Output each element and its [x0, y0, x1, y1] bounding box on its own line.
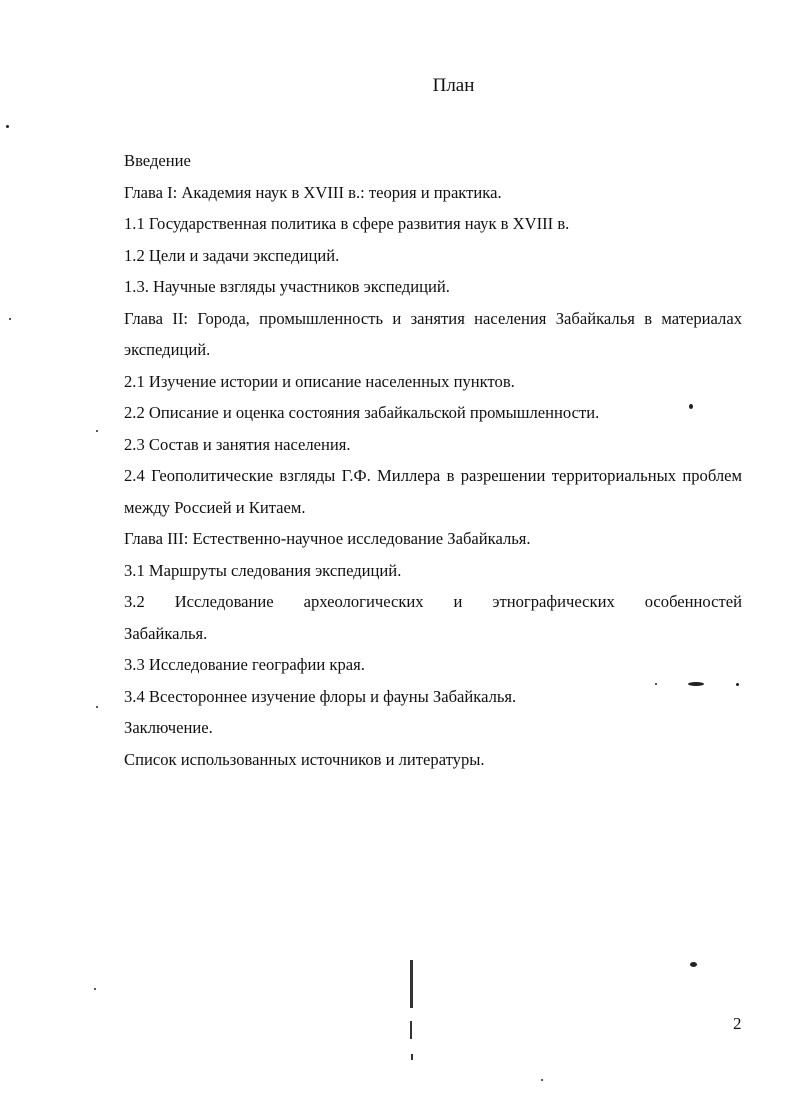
toc-entry: 1.2 Цели и задачи экспедиций. [124, 245, 340, 265]
scan-speck [689, 404, 693, 409]
scan-speck [688, 682, 704, 686]
toc-entry: Список использованных источников и литературы. [124, 749, 485, 769]
scan-speck [690, 962, 697, 967]
scan-mark [410, 1021, 412, 1039]
scan-speck [6, 125, 9, 128]
scan-speck [96, 430, 98, 432]
toc-entry: 1.1 Государственная политика в сфере развития наук в XVIII в. [124, 214, 570, 233]
toc-entry: 2.3 Состав и занятия населения. [124, 434, 351, 454]
toc-entry: Глава II: Города, промышленность и занятия населения Забайкалья в материалах экспедиций. [124, 308, 742, 359]
page-title: План [432, 75, 475, 96]
toc-entry: 3.2 Исследование археологических и этнографических особенностей Забайкалья. [124, 592, 742, 643]
scan-speck [541, 1079, 543, 1081]
toc-entry: 3.1 Маршруты следования экспедиций. [124, 560, 402, 580]
scan-speck [736, 683, 739, 686]
toc-entry: 3.4 Всестороннее изучение флоры и фауны Забайкалья. [124, 686, 517, 706]
toc-entry: 3.3 Исследование географии края. [124, 655, 365, 674]
scan-speck [96, 706, 98, 708]
toc-entry: 2.2 Описание и оценка состояния забайкальской промышленности. [124, 403, 600, 422]
toc-entry: Глава III: Естественно-научное исследование Забайкалья. [124, 529, 531, 548]
scan-mark [411, 1054, 413, 1060]
toc-entry: 2.1 Изучение истории и описание населенных пунктов. [124, 371, 515, 391]
scan-speck [9, 318, 11, 320]
table-of-contents [124, 145, 742, 775]
toc-entry: Заключение. [124, 718, 213, 737]
toc-entry: Глава I: Академия наук в XVIII в.: теория и практика. [124, 182, 502, 202]
toc-entry: 1.3. Научные взгляды участников экспедиций. [124, 277, 450, 296]
scan-mark [410, 960, 413, 1008]
scan-speck [655, 683, 657, 685]
scan-speck [94, 988, 96, 990]
toc-entry: Введение [124, 151, 191, 170]
page-number: 2 [733, 1014, 742, 1033]
toc-entry: 2.4 Геополитические взгляды Г.Ф. Миллера в разрешении территориальных проблем между Россией и Китаем. [124, 466, 742, 517]
